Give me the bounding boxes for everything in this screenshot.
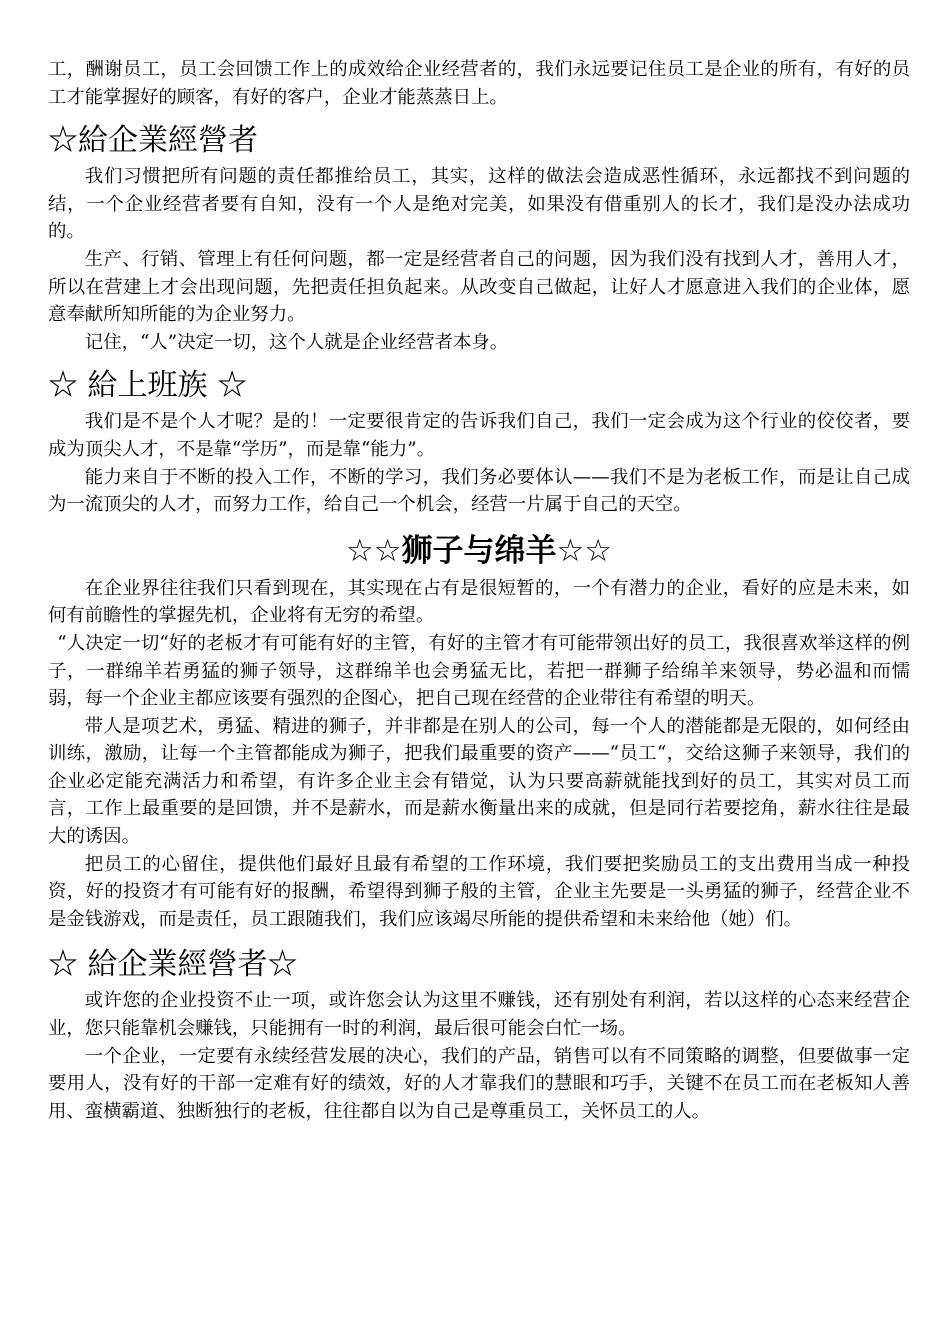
paragraph: 我们习惯把所有问题的责任都推给员工，其实，这样的做法会造成恶性循环，永远都找不到问题的结，一个企业经营者要有自知，没有一个人是绝对完美，如果没有借重别人的长才，我们是没办法成功的。: [48, 166, 910, 243]
paragraph: 把员工的心留住，提供他们最好且最有希望的工作环境，我们要把奖励员工的支出费用当成一种投资，好的投资才有可能有好的报酬，希望得到狮子般的主管，企业主先要是一头勇猛的狮子，经营企业不是金钱游戏，而是责任，员工跟随我们，我们应该竭尽所能的提供希望和未来给他（她）们。: [48, 853, 910, 930]
paragraph: 或许您的企业投资不止一项，或许您会认为这里不赚钱，还有别处有利润，若以这样的心态来经营企业，您只能靠机会赚钱，只能拥有一时的利润，最后很可能会白忙一场。: [48, 990, 910, 1040]
paragraph: 我们是不是个人才呢？是的！一定要很肯定的告诉我们自己，我们一定会成为这个行业的佼佼者，要成为顶尖人才，不是靠“学历”，而是靠“能力”。: [48, 411, 910, 460]
intro-paragraph: 工，酬谢员工，员工会回馈工作上的成效给企业经营者的，我们永远要记住员工是企业的所有，有好的员工才能掌握好的顾客，有好的客户，企业才能蒸蒸日上。: [48, 59, 910, 108]
paragraph: “人决定一切“好的老板才有可能有好的主管，有好的主管才有可能带领出好的员工，我很喜欢举这样的例子，一群绵羊若勇猛的狮子领导，这群绵羊也会勇猛无比，若把一群狮子给绵羊来领导，势必温和而懦弱，每一个企业主都应该要有强烈的企图心，把自己现在经营的企业带往有希望的明天。: [48, 632, 910, 710]
section-heading-business-owner-2: ☆ 給企業經營者☆: [48, 947, 298, 983]
document-page: [48, 56, 910, 1125]
paragraph: 一个企业，一定要有永续经营发展的决心，我们的产品，销售可以有不同策略的调整，但要做事一定要用人，没有好的干部一定难有好的绩效，好的人才靠我们的慧眼和巧手，关键不在员工而在老板知人善用、蛮横霸道、独断独行的老板，往往都自以为自己是尊重员工，关怀员工的人。: [48, 1045, 910, 1122]
paragraph: 带人是项艺术，勇猛、精进的狮子，并非都是在别人的公司，每一个人的潜能都是无限的，如何经由训练，激励，让每一个主管都能成为狮子，把我们最重要的资产——“员工“，交给这狮子来领导，我们的企业必定能充满活力和希望，有许多企业主会有错觉，认为只要高薪就能找到好的员工，其实对员工而言，工作上最重要的是回馈，并不是薪水，而是薪水衡量出来的成就，但是同行若要挖角，薪水往往是最大的诱因。: [48, 715, 910, 848]
paragraph: 在企业界往往我们只看到现在，其实现在占有是很短暂的，一个有潜力的企业，看好的应是未来，如何有前瞻性的掌握先机，企业将有无穷的希望。: [48, 577, 910, 627]
paragraph: 生产、行销、管理上有任何问题，都一定是经营者自己的问题，因为我们没有找到人才，善用人才，所以在营建上才会出现问题，先把责任担负起来。从改变自己做起，让好人才愿意进入我们的企业体，愿意奉献所知所能的为企业努力。: [48, 248, 910, 326]
section-heading-business-owner: ☆給企業經營者: [48, 123, 258, 159]
section-heading-office-workers: ☆ 給上班族 ☆: [48, 368, 248, 404]
section-heading-lion-and-sheep: ☆☆狮子与绵羊☆☆: [345, 532, 613, 569]
paragraph: 记住，“人”决定一切，这个人就是企业经营者本身。: [84, 331, 509, 353]
paragraph: 能力来自于不断的投入工作，不断的学习，我们务必要体认——我们不是为老板工作，而是让自己成为一流顶尖的人才，而努力工作，给自己一个机会，经营一片属于自己的天空。: [48, 466, 910, 516]
